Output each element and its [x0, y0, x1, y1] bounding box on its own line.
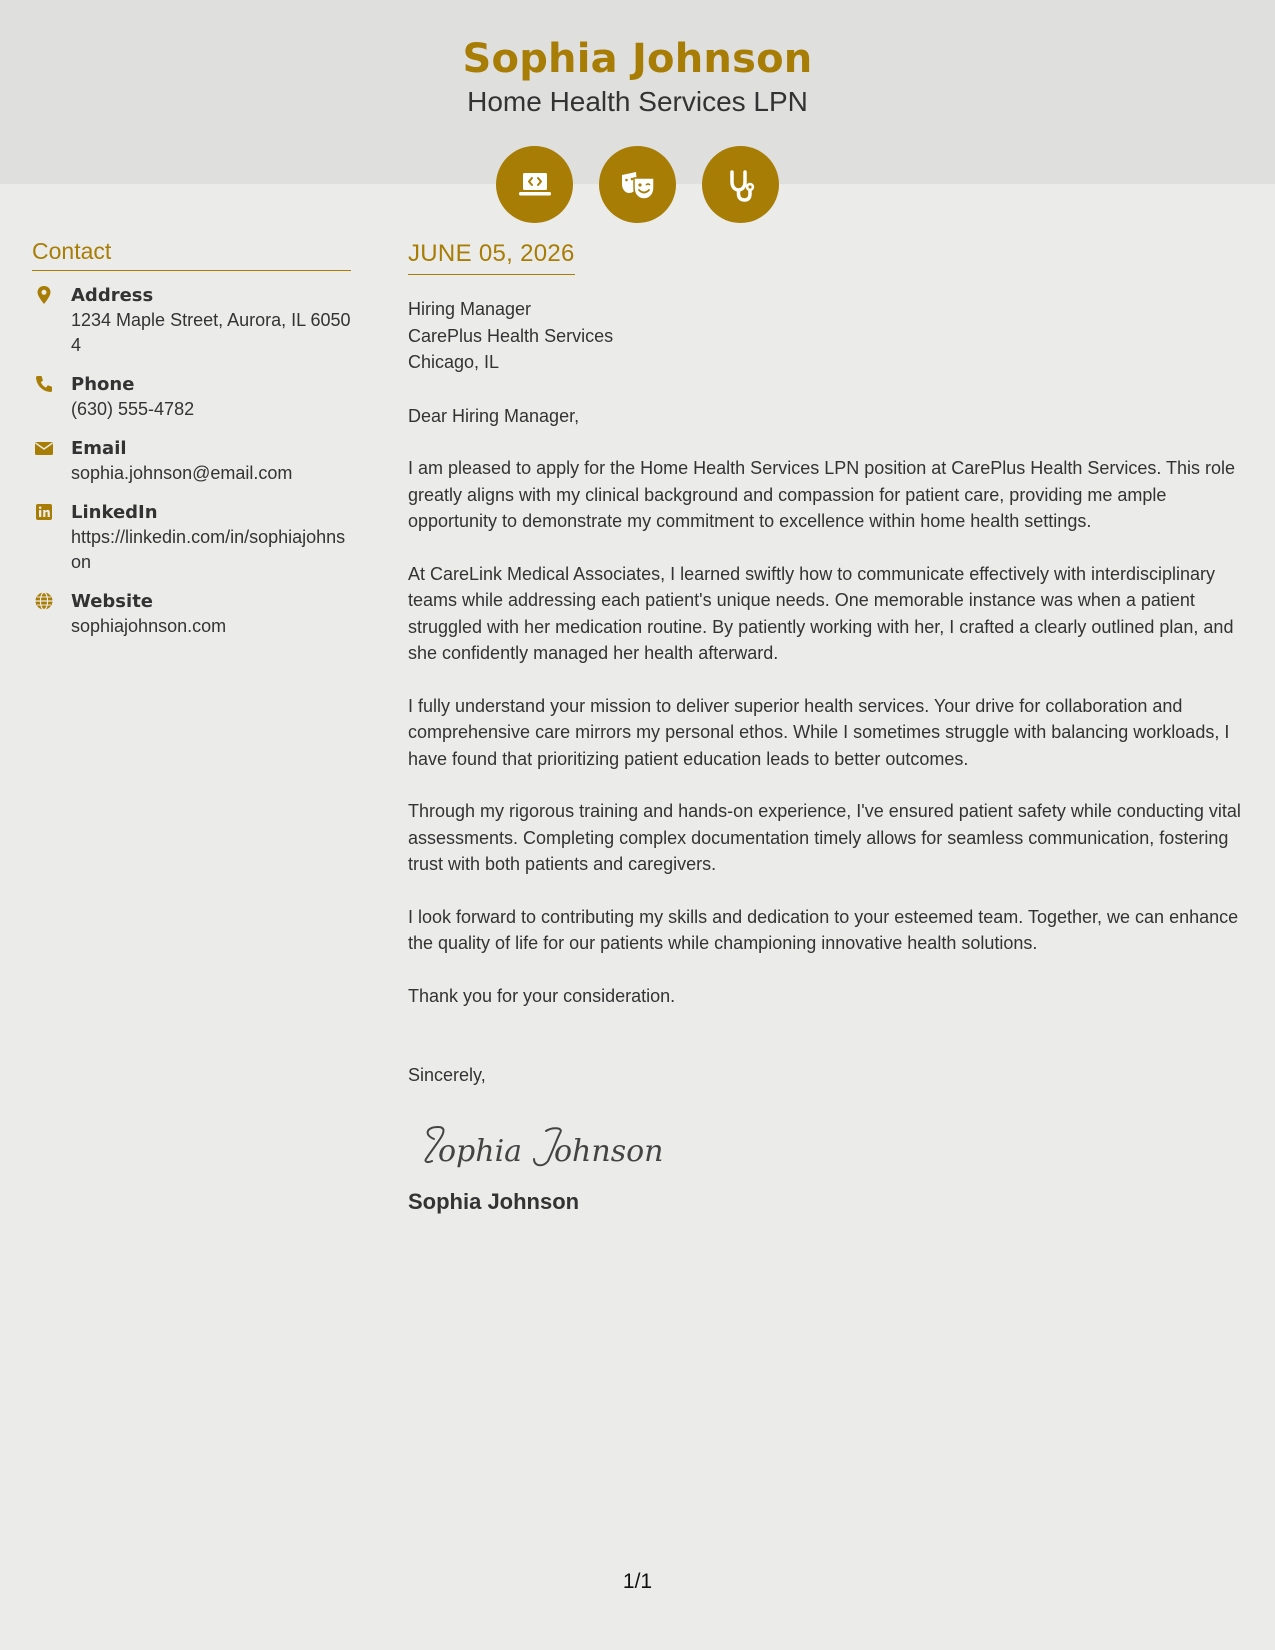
- contact-section: [32, 238, 351, 653]
- laptop-code-icon: [515, 165, 555, 205]
- svg-text:ophia: ophia: [438, 1133, 523, 1169]
- map-pin-icon: [34, 285, 54, 305]
- address-label: Address: [71, 285, 154, 306]
- linkedin-label: LinkedIn: [71, 502, 158, 523]
- phone-icon: [34, 374, 54, 394]
- svg-text:ohnson: ohnson: [554, 1133, 664, 1169]
- header-icon-row: [0, 146, 1275, 223]
- stethoscope-badge: [702, 146, 779, 223]
- contact-item-phone: [32, 372, 351, 422]
- contact-item-linkedin: [32, 500, 351, 575]
- linkedin-value[interactable]: https://linkedin.com/in/sophiajohnson: [71, 527, 346, 572]
- letter-paragraph: Through my rigorous training and hands-on experience, I've ensured patient safety while conducting vital assessments. Completing complex documentation timely allows for seamless communication, fostering trust with both patients and caregivers.: [408, 801, 1241, 874]
- letter-paragraph: I fully understand your mission to deliver superior health services. Your drive for collaboration and comprehensive care mirrors my personal ethos. While I sometimes struggle with balancing workloads, I have found that prioritizing patient education leads to better outcomes.: [408, 695, 1230, 769]
- letter-date: JUNE 05, 2026: [408, 240, 575, 275]
- letter-paragraph: I am pleased to apply for the Home Health Services LPN position at CarePlus Health Services. This role greatly aligns with my clinical background and compassion for patient care, providing me ample opportunity to demonstrate my commitment to excellence within home health settings.: [408, 458, 1236, 531]
- website-label: Website: [71, 591, 154, 612]
- phone-label: Phone: [71, 374, 135, 395]
- address-value: 1234 Maple Street, Aurora, IL 60504: [71, 310, 351, 355]
- email-label: Email: [71, 438, 127, 459]
- contact-item-email: [32, 436, 351, 486]
- signed-name: Sophia Johnson: [408, 1188, 580, 1214]
- theater-masks-icon: [618, 165, 658, 205]
- closing: Sincerely,: [408, 1065, 486, 1085]
- stethoscope-icon: [721, 165, 761, 205]
- job-title: Home Health Services LPN: [467, 86, 808, 117]
- globe-icon: [34, 591, 54, 611]
- signature-graphic: [420, 1117, 670, 1177]
- letter-paragraph: At CareLink Medical Associates, I learned swiftly how to communicate effectively with interdisciplinary teams while addressing each patient's unique needs. One memorable instance was when a patient struggled with her medication routine. By patiently working with her, I crafted a clearly outlined plan, and she confidently managed her health afterward.: [408, 563, 1234, 663]
- salutation: Dear Hiring Manager,: [408, 405, 580, 426]
- theater-masks-badge: [599, 146, 676, 223]
- contact-item-website: [32, 589, 351, 639]
- recipient-line: Hiring Manager: [408, 299, 532, 319]
- contact-heading: Contact: [32, 238, 351, 271]
- letter-paragraph: I look forward to contributing my skills and dedication to your esteemed team. Together, we can enhance the quality of life for our patients while championing innovative health solutions.: [408, 906, 1239, 953]
- email-value: sophia.johnson@email.com: [71, 463, 293, 483]
- page-number: 1/1: [622, 1570, 653, 1593]
- linkedin-icon: [34, 502, 54, 522]
- recipient-block: [408, 296, 1248, 376]
- phone-value: (630) 555-4782: [71, 399, 195, 419]
- recipient-line: CarePlus Health Services: [408, 325, 614, 346]
- handwritten-signature: [420, 1117, 1248, 1177]
- envelope-icon: [34, 438, 54, 458]
- website-value[interactable]: sophiajohnson.com: [71, 616, 227, 636]
- recipient-line: Chicago, IL: [408, 352, 500, 372]
- contact-item-address: [32, 283, 351, 358]
- letter-paragraph: Thank you for your consideration.: [408, 985, 676, 1006]
- applicant-name: Sophia Johnson: [462, 36, 813, 82]
- letter-body: [408, 240, 1248, 1215]
- laptop-code-badge: [496, 146, 573, 223]
